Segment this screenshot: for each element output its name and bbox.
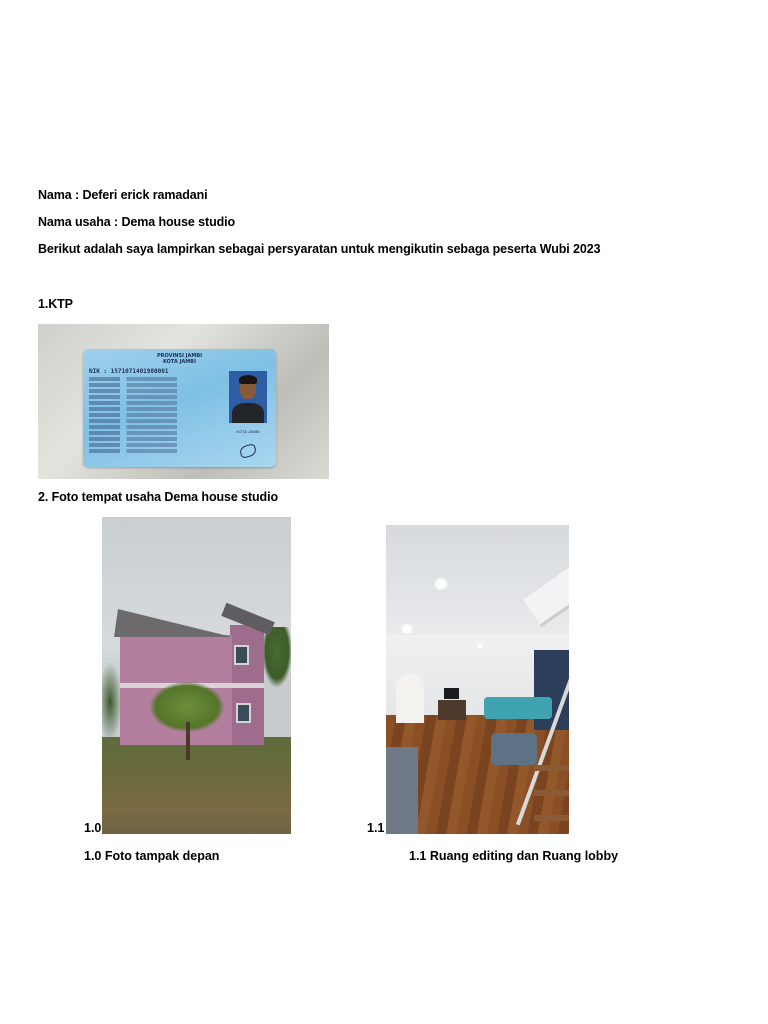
id-card-details xyxy=(89,377,199,455)
id-card-issue-city: KOTA JAMBI xyxy=(236,429,260,434)
photos-heading: 2. Foto tempat usaha Dema house studio xyxy=(38,490,278,504)
caption-lobby: 1.1 Ruang editing dan Ruang lobby xyxy=(409,849,619,863)
applicant-name-line: Nama : Deferi erick ramadani xyxy=(38,188,208,202)
ktp-heading: 1.KTP xyxy=(38,297,73,311)
house-exterior-photo xyxy=(102,517,291,834)
ktp-photo xyxy=(38,324,329,479)
id-card-city: KOTA JAMBI xyxy=(163,359,196,365)
business-name-line: Nama usaha : Dema house studio xyxy=(38,215,236,229)
id-card xyxy=(83,349,276,467)
photo-number-front: 1.0 xyxy=(84,821,102,835)
id-card-portrait xyxy=(229,371,267,423)
id-card-signature xyxy=(239,443,258,459)
lobby-interior-photo xyxy=(386,525,569,834)
id-card-nik: NIK : 1571071401980001 xyxy=(89,368,169,375)
photo-number-lobby: 1.1 xyxy=(367,821,385,835)
id-card-header xyxy=(83,353,276,365)
caption-front: 1.0 Foto tampak depan xyxy=(84,849,220,863)
id-card-province: PROVINSI JAMBI xyxy=(156,353,203,359)
statement-line: Berikut adalah saya lampirkan sebagai persyaratan untuk mengikutin sebaga peserta Wubi 2023 xyxy=(38,242,601,256)
